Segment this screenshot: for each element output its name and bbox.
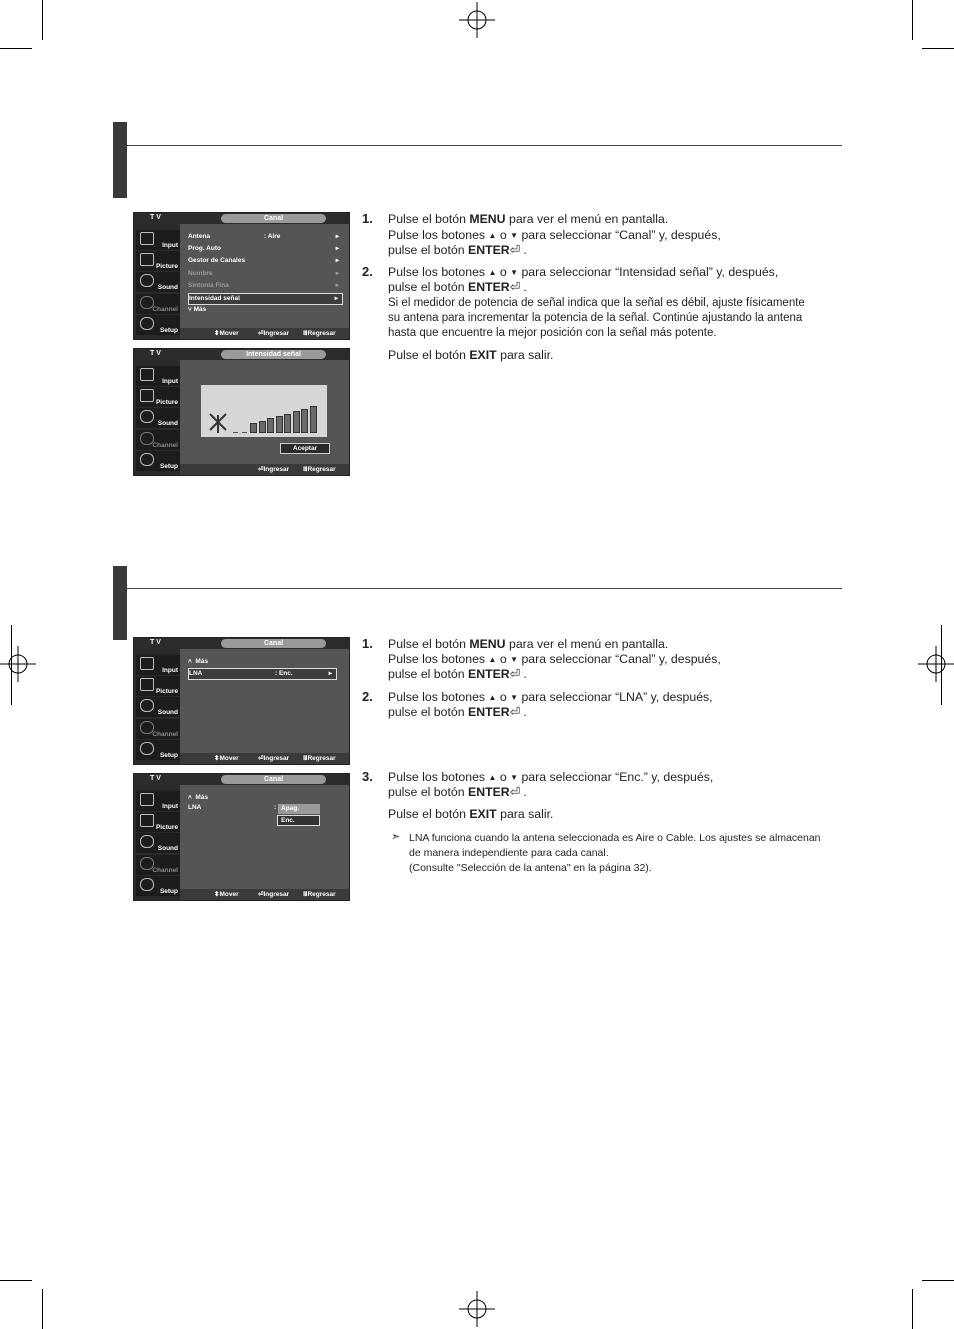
chevron-right-icon: ▸ [335, 245, 339, 252]
sidebar-item-channel[interactable]: Channel [136, 430, 180, 450]
step-text: pulse el botón ENTER⏎ . [388, 705, 527, 719]
step-text: Pulse el botón MENU para ver el menú en pantalla. [388, 637, 669, 651]
sound-icon [140, 410, 154, 423]
accept-button[interactable]: Aceptar [280, 443, 330, 454]
menu-top-bar [134, 774, 349, 785]
up-arrow-icon: ▲ [488, 231, 497, 240]
return-hint: ⅢRegresar [303, 330, 336, 337]
menu-top-bar [134, 638, 349, 649]
chevron-right-icon: ▸ [335, 233, 339, 240]
menu-sidebar [134, 649, 180, 764]
chevron-up-icon: ˄ [188, 658, 196, 665]
enter-hint: ⏎Ingresar [258, 891, 290, 898]
input-icon [140, 793, 154, 806]
note-icon: ➣ [391, 831, 401, 843]
menu-bottom-bar [180, 328, 349, 339]
enter-hint: ⏎Ingresar [258, 330, 290, 337]
sidebar-item-channel[interactable]: Channel [136, 294, 180, 314]
chevron-right-icon: ▸ [335, 257, 339, 264]
enter-hint: ⏎Ingresar [258, 466, 290, 473]
sound-icon [140, 835, 154, 848]
section-header-rule [127, 588, 842, 589]
step-text: Pulse los botones ▲ o ▼ para seleccionar “Enc.” y, después, [388, 770, 714, 784]
enter-icon: ⏎ [509, 705, 520, 719]
down-arrow-icon: ▼ [510, 268, 519, 277]
move-hint: ⬍Mover [214, 891, 239, 898]
registration-mark-icon [459, 2, 495, 38]
step-detail: Si el medidor de potencia de señal indica que la señal es débil, ajuste físicamente [388, 297, 805, 309]
sidebar-item-setup[interactable]: Setup [136, 876, 180, 896]
menu-sidebar [134, 785, 180, 900]
tv-menu-canal-lna-options [133, 773, 350, 901]
enter-icon: ⏎ [509, 785, 520, 799]
sidebar-item-sound[interactable]: Sound [136, 408, 180, 428]
menu-row-antena[interactable]: Antena : Aire ▸ [188, 233, 339, 240]
sidebar-item-picture[interactable]: Picture [136, 812, 180, 832]
down-arrow-icon: ▼ [510, 655, 519, 664]
crop-mark [0, 1280, 32, 1281]
section-header-bar [113, 122, 127, 198]
crop-mark [912, 0, 913, 40]
crop-mark [0, 48, 32, 49]
step-number: 1. [362, 211, 373, 226]
step-number: 2. [362, 689, 373, 704]
picture-icon [140, 389, 154, 402]
menu-row-mas[interactable]: ˅ Más [188, 306, 207, 313]
registration-mark-icon [459, 1291, 495, 1327]
registration-mark-icon [918, 646, 954, 682]
up-arrow-icon: ▲ [488, 773, 497, 782]
menu-top-bar [134, 213, 349, 224]
return-hint: ⅢRegresar [303, 891, 336, 898]
step-text: Pulse los botones ▲ o ▼ para seleccionar “Canal” y, después, [388, 652, 721, 666]
note-text: (Consulte "Selección de la antena" en la página 32). [409, 862, 652, 874]
enter-icon: ⏎ [509, 280, 520, 294]
menu-title: Canal [221, 775, 326, 784]
return-hint: ⅢRegresar [303, 466, 336, 473]
up-arrow-icon: ▲ [488, 693, 497, 702]
picture-icon [140, 678, 154, 691]
signal-bar [276, 416, 283, 433]
sidebar-item-channel[interactable]: Channel [136, 855, 180, 875]
picture-icon [140, 814, 154, 827]
return-hint: ⅢRegresar [303, 755, 336, 762]
sidebar-item-picture[interactable]: Picture [136, 387, 180, 407]
sidebar-item-channel[interactable]: Channel [136, 719, 180, 739]
sidebar-item-picture[interactable]: Picture [136, 676, 180, 696]
chevron-right-icon: ▸ [334, 295, 338, 302]
down-arrow-icon: ▼ [510, 231, 519, 240]
step-text: pulse el botón ENTER⏎ . [388, 280, 527, 294]
sound-icon [140, 699, 154, 712]
step-text: Pulse el botón EXIT para salir. [388, 348, 554, 362]
step-detail: hasta que encuentre la mejor posición con la señal más potente. [388, 327, 717, 339]
option-enc[interactable]: Enc. [277, 815, 320, 826]
sidebar-item-sound[interactable]: Sound [136, 833, 180, 853]
section-header-rule [127, 145, 842, 146]
tv-label: T V [150, 775, 161, 782]
signal-bar [259, 421, 266, 433]
signal-meter [201, 385, 327, 437]
step-number: 2. [362, 264, 373, 279]
signal-bar [293, 411, 300, 433]
sidebar-item-input[interactable]: Input [136, 791, 180, 811]
sound-icon [140, 274, 154, 287]
option-apag[interactable]: Apag. [278, 804, 320, 814]
chevron-up-icon: ˄ [188, 794, 196, 801]
input-icon [140, 368, 154, 381]
chevron-right-icon: ▸ [335, 282, 339, 289]
enter-icon: ⏎ [509, 243, 520, 257]
tv-menu-canal-lna [133, 637, 350, 765]
enter-icon: ⏎ [509, 667, 520, 681]
gear-icon [140, 878, 154, 891]
menu-title: Canal [221, 214, 326, 223]
step-number: 1. [362, 636, 373, 651]
menu-row-intensidad-senal[interactable]: Intensidad señal ▸ [188, 293, 343, 305]
sidebar-item-setup[interactable]: Setup [136, 315, 180, 335]
sidebar-item-picture[interactable]: Picture [136, 251, 180, 271]
step-text: pulse el botón ENTER⏎ . [388, 667, 527, 681]
menu-bottom-bar [180, 753, 349, 764]
crop-mark [11, 625, 12, 705]
signal-bar [250, 423, 257, 433]
signal-bar [233, 432, 238, 433]
crop-mark [912, 1289, 913, 1329]
tv-label: T V [150, 214, 161, 221]
step-text: Pulse el botón MENU para ver el menú en pantalla. [388, 212, 669, 226]
up-arrow-icon: ▲ [488, 268, 497, 277]
sidebar-item-input[interactable]: Input [136, 230, 180, 250]
menu-sidebar [134, 224, 180, 339]
signal-bar [284, 414, 291, 433]
tv-menu-intensidad [133, 348, 350, 476]
gear-icon [140, 317, 154, 330]
gear-icon [140, 453, 154, 466]
section-header-bar [113, 566, 127, 640]
chevron-down-icon: ˅ [188, 306, 194, 313]
menu-top-bar [134, 349, 349, 360]
step-text: Pulse los botones ▲ o ▼ para seleccionar “Intensidad señal” y, después, [388, 265, 779, 279]
step-detail: su antena para incrementar la potencia de la señal. Continúe ajustando la antena [388, 312, 803, 324]
move-hint: ⬍Mover [214, 755, 239, 762]
gear-icon [140, 742, 154, 755]
menu-row-gestor-canales[interactable]: Gestor de Canales ▸ [188, 257, 339, 264]
tv-label: T V [150, 350, 161, 357]
signal-bar [301, 409, 308, 433]
registration-mark-icon [0, 646, 36, 682]
up-arrow-icon: ▲ [488, 655, 497, 664]
down-arrow-icon: ▼ [510, 693, 519, 702]
crop-mark [42, 1289, 43, 1329]
signal-bar [267, 418, 274, 433]
menu-bottom-bar [180, 464, 349, 475]
signal-bar [242, 432, 247, 433]
sidebar-item-setup[interactable]: Setup [136, 740, 180, 760]
picture-icon [140, 253, 154, 266]
step-text: pulse el botón ENTER⏎ . [388, 243, 527, 257]
menu-title: Canal [221, 639, 326, 648]
signal-bar [310, 406, 317, 433]
crop-mark [922, 1280, 954, 1281]
input-icon [140, 232, 154, 245]
step-text: pulse el botón ENTER⏎ . [388, 785, 527, 799]
sidebar-item-sound[interactable]: Sound [136, 697, 180, 717]
crop-mark [941, 625, 942, 705]
crop-mark [42, 0, 43, 40]
menu-row-lna[interactable]: LNA : [188, 804, 277, 811]
antenna-icon [207, 411, 229, 433]
menu-row-lna[interactable]: LNA : Enc. ▸ [188, 668, 337, 680]
sidebar-item-input[interactable]: Input [136, 655, 180, 675]
menu-row-mas[interactable]: ˄ Más [188, 794, 209, 801]
step-text: Pulse los botones ▲ o ▼ para seleccionar “LNA” y, después, [388, 690, 713, 704]
menu-row-sintonia-fina[interactable]: Sintonía Fina ▸ [188, 282, 339, 289]
menu-sidebar [134, 360, 180, 475]
menu-bottom-bar [180, 889, 349, 900]
move-hint: ⬍Mover [214, 330, 239, 337]
input-icon [140, 657, 154, 670]
menu-row-prog-auto[interactable]: Prog. Auto ▸ [188, 245, 339, 252]
note-text: de manera independiente para cada canal. [409, 847, 609, 859]
sidebar-item-input[interactable]: Input [136, 366, 180, 386]
tv-menu-canal [133, 212, 350, 340]
menu-row-mas[interactable]: ˄ Más [188, 658, 209, 665]
note-text: LNA funciona cuando la antena seleccionada es Aire o Cable. Los ajustes se almacenan [409, 832, 821, 844]
crop-mark [922, 48, 954, 49]
menu-title: Intensidad señal [221, 350, 326, 359]
step-number: 3. [362, 769, 373, 784]
down-arrow-icon: ▼ [510, 773, 519, 782]
sidebar-item-sound[interactable]: Sound [136, 272, 180, 292]
step-text: Pulse el botón EXIT para salir. [388, 807, 554, 821]
chevron-right-icon: ▸ [328, 670, 332, 677]
menu-row-nombre[interactable]: Nombre ▸ [188, 270, 339, 277]
step-text: Pulse los botones ▲ o ▼ para seleccionar “Canal” y, después, [388, 228, 721, 242]
tv-label: T V [150, 639, 161, 646]
enter-hint: ⏎Ingresar [258, 755, 290, 762]
chevron-right-icon: ▸ [335, 270, 339, 277]
sidebar-item-setup[interactable]: Setup [136, 451, 180, 471]
